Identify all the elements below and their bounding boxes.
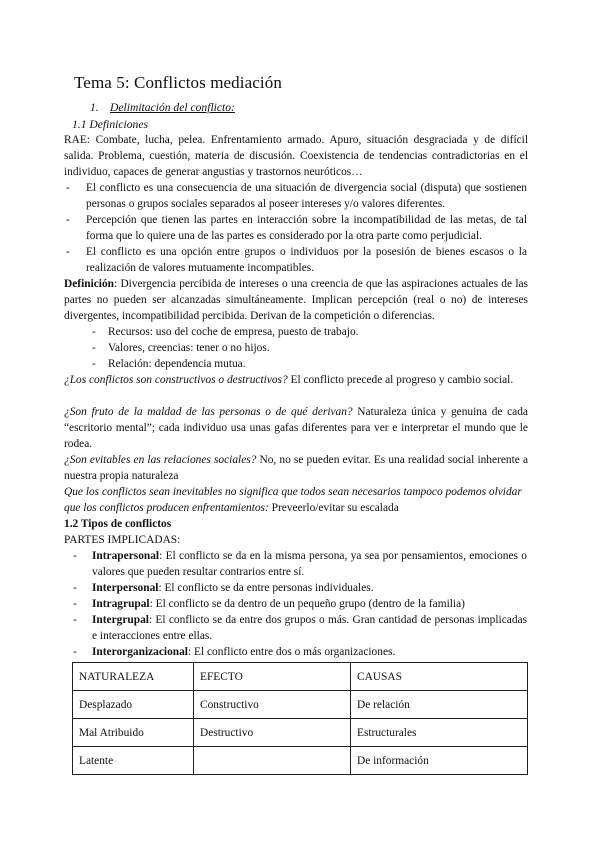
partes-label: PARTES IMPLICADAS: <box>64 534 181 546</box>
answer-text: Naturaleza única y genuina de cada “escritorio mental”; cada individuo usa unas gafas diferentes para ver e interpretar el mundo que le rodea. <box>64 406 528 450</box>
question-text: ¿Son evitables en las relaciones sociales? <box>64 454 257 466</box>
answer-text: Preveerlo/evitar su escalada <box>268 501 399 514</box>
type-text: : El conflicto se da dentro de un pequeño grupo (dentro de la familia) <box>149 598 465 610</box>
section-heading-1 <box>90 101 235 114</box>
table-cell: De información <box>351 747 528 775</box>
type-term: Intrapersonal <box>92 550 160 562</box>
table-row <box>73 691 528 719</box>
type-term: Interorganizacional <box>92 646 188 658</box>
list-item: El conflicto es una opción entre grupos o individuos por la posesión de bienes escasos o la realización de valores mutuamente incompatibles. <box>86 246 527 274</box>
answer-text: No, no se pueden evitar. Es una realidad social inherente a nuestra propia naturaleza <box>64 454 528 482</box>
bullet-dash: - <box>73 550 77 562</box>
type-text: : El conflicto se da entre personas individuales. <box>158 582 374 594</box>
bullet-dash: - <box>66 246 70 258</box>
question-text: ¿Son fruto de la maldad de las personas o de qué derivan? <box>64 406 353 418</box>
table-cell: Mal Atribuido <box>73 719 194 747</box>
type-text: : El conflicto se da en la misma persona, ya sea por pensamientos, emociones o valores que pueden resultar contrarios entre sí. <box>92 550 527 578</box>
table-cell <box>194 747 351 775</box>
table-cell: De relación <box>351 691 528 719</box>
type-term: Intragrupal <box>92 598 150 610</box>
answer-text: El conflicto precede al progreso y cambio social. <box>287 374 514 386</box>
section-heading-1-2 <box>64 517 528 533</box>
rae-paragraph: RAE: Combate, lucha, pelea. Enfrentamiento armado. Apuro, situación desgraciada y de difícil salida. Problema, cuestión, materia de discusión. Coexistencia de tendencias contradictorias en el individuo, capaces de generar angustias y trastornos neuróticos… <box>64 134 528 178</box>
list-item <box>92 549 527 581</box>
section-heading-1-1: 1.1 Definiciones <box>72 118 148 131</box>
definition-label: Definición <box>64 278 114 290</box>
bullet-dash: - <box>92 342 96 354</box>
question-text: ¿Los conflictos son constructivos o destructivos? <box>64 374 288 386</box>
table-header-cell: EFECTO <box>194 663 351 691</box>
section-number: 1. <box>90 101 99 114</box>
list-item: Valores, creencias: tener o no hijos. <box>108 342 270 354</box>
bullet-dash: - <box>66 214 70 226</box>
table-cell: Latente <box>73 747 194 775</box>
bullet-dash: - <box>92 326 96 338</box>
list-item <box>92 581 527 597</box>
list-item <box>92 597 527 613</box>
bullet-dash: - <box>92 358 96 370</box>
table-cell: Estructurales <box>351 719 528 747</box>
table-header-row <box>73 663 528 691</box>
question-text: Que los conflictos sean inevitables no significa que todos sean necesarios tampoco podemos olvidar que los conflictos producen enfrentamientos: <box>64 486 522 514</box>
table-row <box>73 719 528 747</box>
question-paragraph <box>64 453 528 485</box>
type-text: : El conflicto se da entre dos grupos o más. Gran cantidad de personas implicadas e interacciones entre ellas. <box>92 614 527 642</box>
table-cell: Destructivo <box>194 719 351 747</box>
list-item: El conflicto es una consecuencia de una situación de divergencia social (disputa) que sostienen personas o grupos sociales separados al poseer intereses y/o valores diferentes. <box>86 182 527 210</box>
type-text: : El conflicto entre dos o más organizaciones. <box>187 646 396 658</box>
bullet-dash: - <box>66 182 70 194</box>
bullet-dash: - <box>73 598 77 610</box>
question-paragraph <box>64 373 528 389</box>
table-cell: Desplazado <box>73 691 194 719</box>
conflict-types-table <box>72 662 528 775</box>
bullet-dash: - <box>73 614 77 626</box>
list-item <box>92 613 527 645</box>
bullet-dash: - <box>73 646 77 658</box>
list-item: Percepción que tienen las partes en interacción sobre la incompatibilidad de las metas, de tal forma que lo quiere una de las partes es considerado por la otra parte como perjudicial. <box>86 214 527 242</box>
section-label: Delimitación del conflicto: <box>110 101 235 114</box>
page-title: Tema 5: Conflictos mediación <box>74 73 282 92</box>
table-row <box>73 747 528 775</box>
table-cell: Constructivo <box>194 691 351 719</box>
section-heading-text: 1.2 Tipos de conflictos <box>64 518 172 530</box>
list-item: Recursos: uso del coche de empresa, puesto de trabajo. <box>108 326 359 338</box>
type-term: Intergrupal <box>92 614 149 626</box>
list-item <box>92 645 527 661</box>
bullet-dash: - <box>73 582 77 594</box>
table-header-cell: CAUSAS <box>351 663 528 691</box>
question-paragraph <box>64 485 528 517</box>
type-term: Interpersonal <box>92 582 159 594</box>
definition-paragraph <box>64 277 528 324</box>
definition-text: : Divergencia percibida de intereses o una creencia de que las aspiraciones actuales de las partes no pueden ser alcanzadas simultáneamente. Implican percepción (real o no) de intereses divergentes, incompatibilidad percibida. Derivan de la competición o diferencias. <box>64 278 528 322</box>
question-paragraph <box>64 405 528 452</box>
list-item: Relación: dependencia mutua. <box>108 358 246 370</box>
table-header-cell: NATURALEZA <box>73 663 194 691</box>
